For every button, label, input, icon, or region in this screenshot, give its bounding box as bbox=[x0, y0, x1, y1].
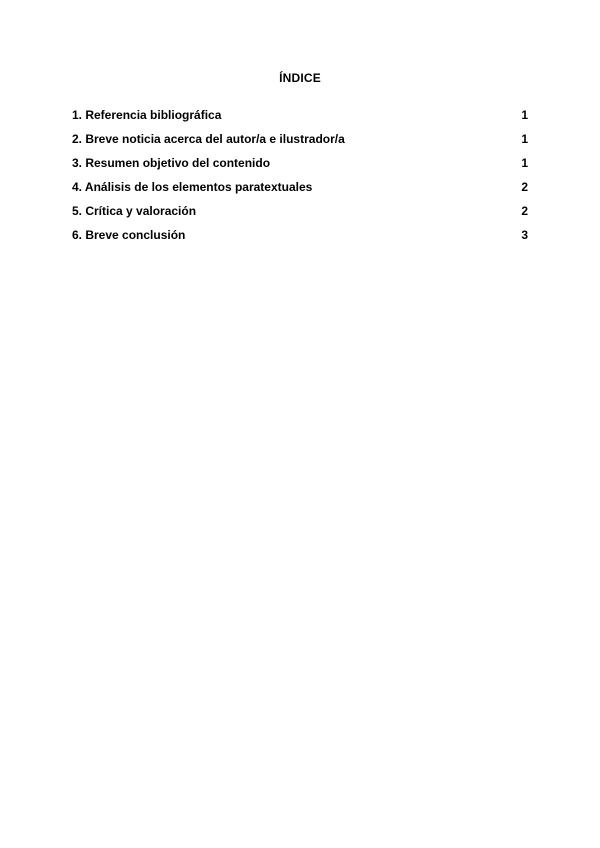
toc-entry bbox=[72, 107, 528, 131]
toc-entry bbox=[72, 203, 528, 227]
toc-entry bbox=[72, 179, 528, 203]
toc-entry-page-number: 1 bbox=[521, 156, 528, 170]
toc-entry-label: 5. Crítica y valoración bbox=[72, 204, 197, 218]
toc-entry-page-number: 2 bbox=[521, 204, 528, 218]
table-of-contents bbox=[72, 107, 528, 251]
toc-entry bbox=[72, 227, 528, 251]
toc-entry-page-number: 3 bbox=[521, 228, 528, 242]
toc-entry-page-number: 2 bbox=[521, 180, 528, 194]
page-title: ÍNDICE bbox=[279, 71, 321, 85]
toc-entry-label: 3. Resumen objetivo del contenido bbox=[72, 156, 271, 170]
toc-entry bbox=[72, 155, 528, 179]
toc-entry bbox=[72, 131, 528, 155]
toc-entry-page-number: 1 bbox=[521, 108, 528, 122]
toc-entry-page-number: 1 bbox=[521, 132, 528, 146]
toc-entry-label: 6. Breve conclusión bbox=[72, 228, 186, 242]
toc-entry-label: 1. Referencia bibliográfica bbox=[72, 108, 222, 122]
toc-entry-label: 2. Breve noticia acerca del autor/a e ilustrador/a bbox=[72, 132, 345, 146]
toc-entry-label: 4. Análisis de los elementos paratextuales bbox=[72, 180, 313, 194]
